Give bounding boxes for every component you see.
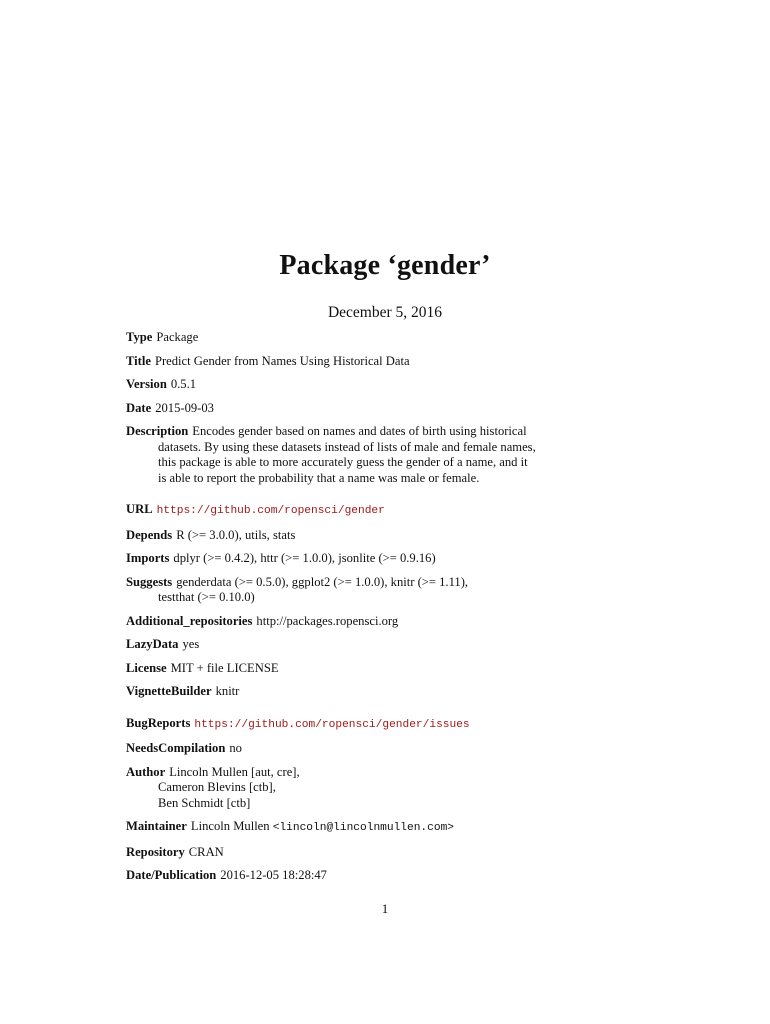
description-fields [126,330,546,884]
author-line-1: Lincoln Mullen [aut, cre], [169,764,300,779]
field-imports [126,551,546,567]
field-key-description: Description [126,424,189,438]
url-link[interactable]: https://github.com/ropensci/gender [156,505,385,517]
field-value-needscompilation: no [229,741,242,755]
field-author [126,765,546,812]
field-value-imports: dplyr (>= 0.4.2), httr (>= 1.0.0), jsonlite (>= 0.9.16) [173,551,436,565]
field-value-additional-repositories: http://packages.ropensci.org [256,613,399,628]
field-key-version: Version [126,377,167,391]
field-value-type: Package [156,330,199,344]
field-suggests [126,575,546,606]
field-value-date: 2015-09-03 [155,400,214,415]
field-needscompilation [126,741,546,757]
field-key-imports: Imports [126,551,170,565]
field-key-additional-repositories: Additional_repositories [126,613,253,628]
page-number: 1 [381,901,389,916]
field-version [126,377,546,393]
field-key-lazydata: LazyData [126,637,179,651]
field-url [126,502,546,520]
field-depends [126,528,546,544]
author-line-3: Ben Schmidt [ctb] [158,795,251,810]
field-key-url: URL [126,502,153,516]
field-key-type: Type [126,330,153,344]
field-additional-repositories [126,614,546,630]
description-line-4: is able to report the probability that a name was male or female. [158,470,480,485]
bugreports-link[interactable]: https://github.com/ropensci/gender/issues [194,718,470,731]
field-key-maintainer: Maintainer [126,819,187,833]
field-value-repository: CRAN [188,844,224,859]
field-date-publication [126,868,546,884]
field-value-date-publication: 2016-12-05 18:28:47 [220,868,327,882]
field-description [126,424,546,486]
field-value-vignettebuilder: knitr [215,684,240,698]
field-key-suggests: Suggests [126,574,173,589]
field-key-title: Title [126,353,151,368]
author-line-2: Cameron Blevins [ctb], [158,780,276,794]
field-bugreports [126,716,546,734]
field-value-maintainer: Lincoln Mullen [190,819,270,833]
field-key-author: Author [126,764,166,779]
field-date [126,401,546,417]
description-line-3: this package is able to more accurately guess the gender of a name, and it [158,455,528,469]
suggests-line-1: genderdata (>= 0.5.0), ggplot2 (>= 1.0.0), knitr (>= 1.11), [176,574,469,589]
field-license [126,661,546,677]
field-vignettebuilder [126,684,546,700]
description-line-2: datasets. By using these datasets instead of lists of male and female names, [158,439,536,454]
field-key-depends: Depends [126,527,173,542]
field-type [126,330,546,346]
maintainer-email: <lincoln@lincolnmullen.com> [272,822,455,834]
field-maintainer [126,819,546,837]
field-key-license: License [126,660,167,675]
field-key-needscompilation: NeedsCompilation [126,741,226,755]
document-date: December 5, 2016 [327,304,443,321]
field-value-lazydata: yes [182,637,200,651]
field-key-date-publication: Date/Publication [126,868,217,882]
field-lazydata [126,637,546,653]
package-title: Package ‘gender’ [279,250,491,281]
description-line-1: Encodes gender based on names and dates of birth using historical [192,424,527,438]
field-value-version: 0.5.1 [170,377,197,391]
field-key-bugreports: BugReports [126,715,191,730]
field-title [126,354,546,370]
field-value-license: MIT + file LICENSE [170,660,279,675]
field-key-vignettebuilder: VignetteBuilder [126,684,212,698]
suggests-line-2: testthat (>= 0.10.0) [158,590,255,604]
field-value-depends: R (>= 3.0.0), utils, stats [176,527,296,542]
field-value-title: Predict Gender from Names Using Historical Data [154,353,410,368]
field-key-repository: Repository [126,844,185,859]
field-repository [126,845,546,861]
field-key-date: Date [126,400,152,415]
